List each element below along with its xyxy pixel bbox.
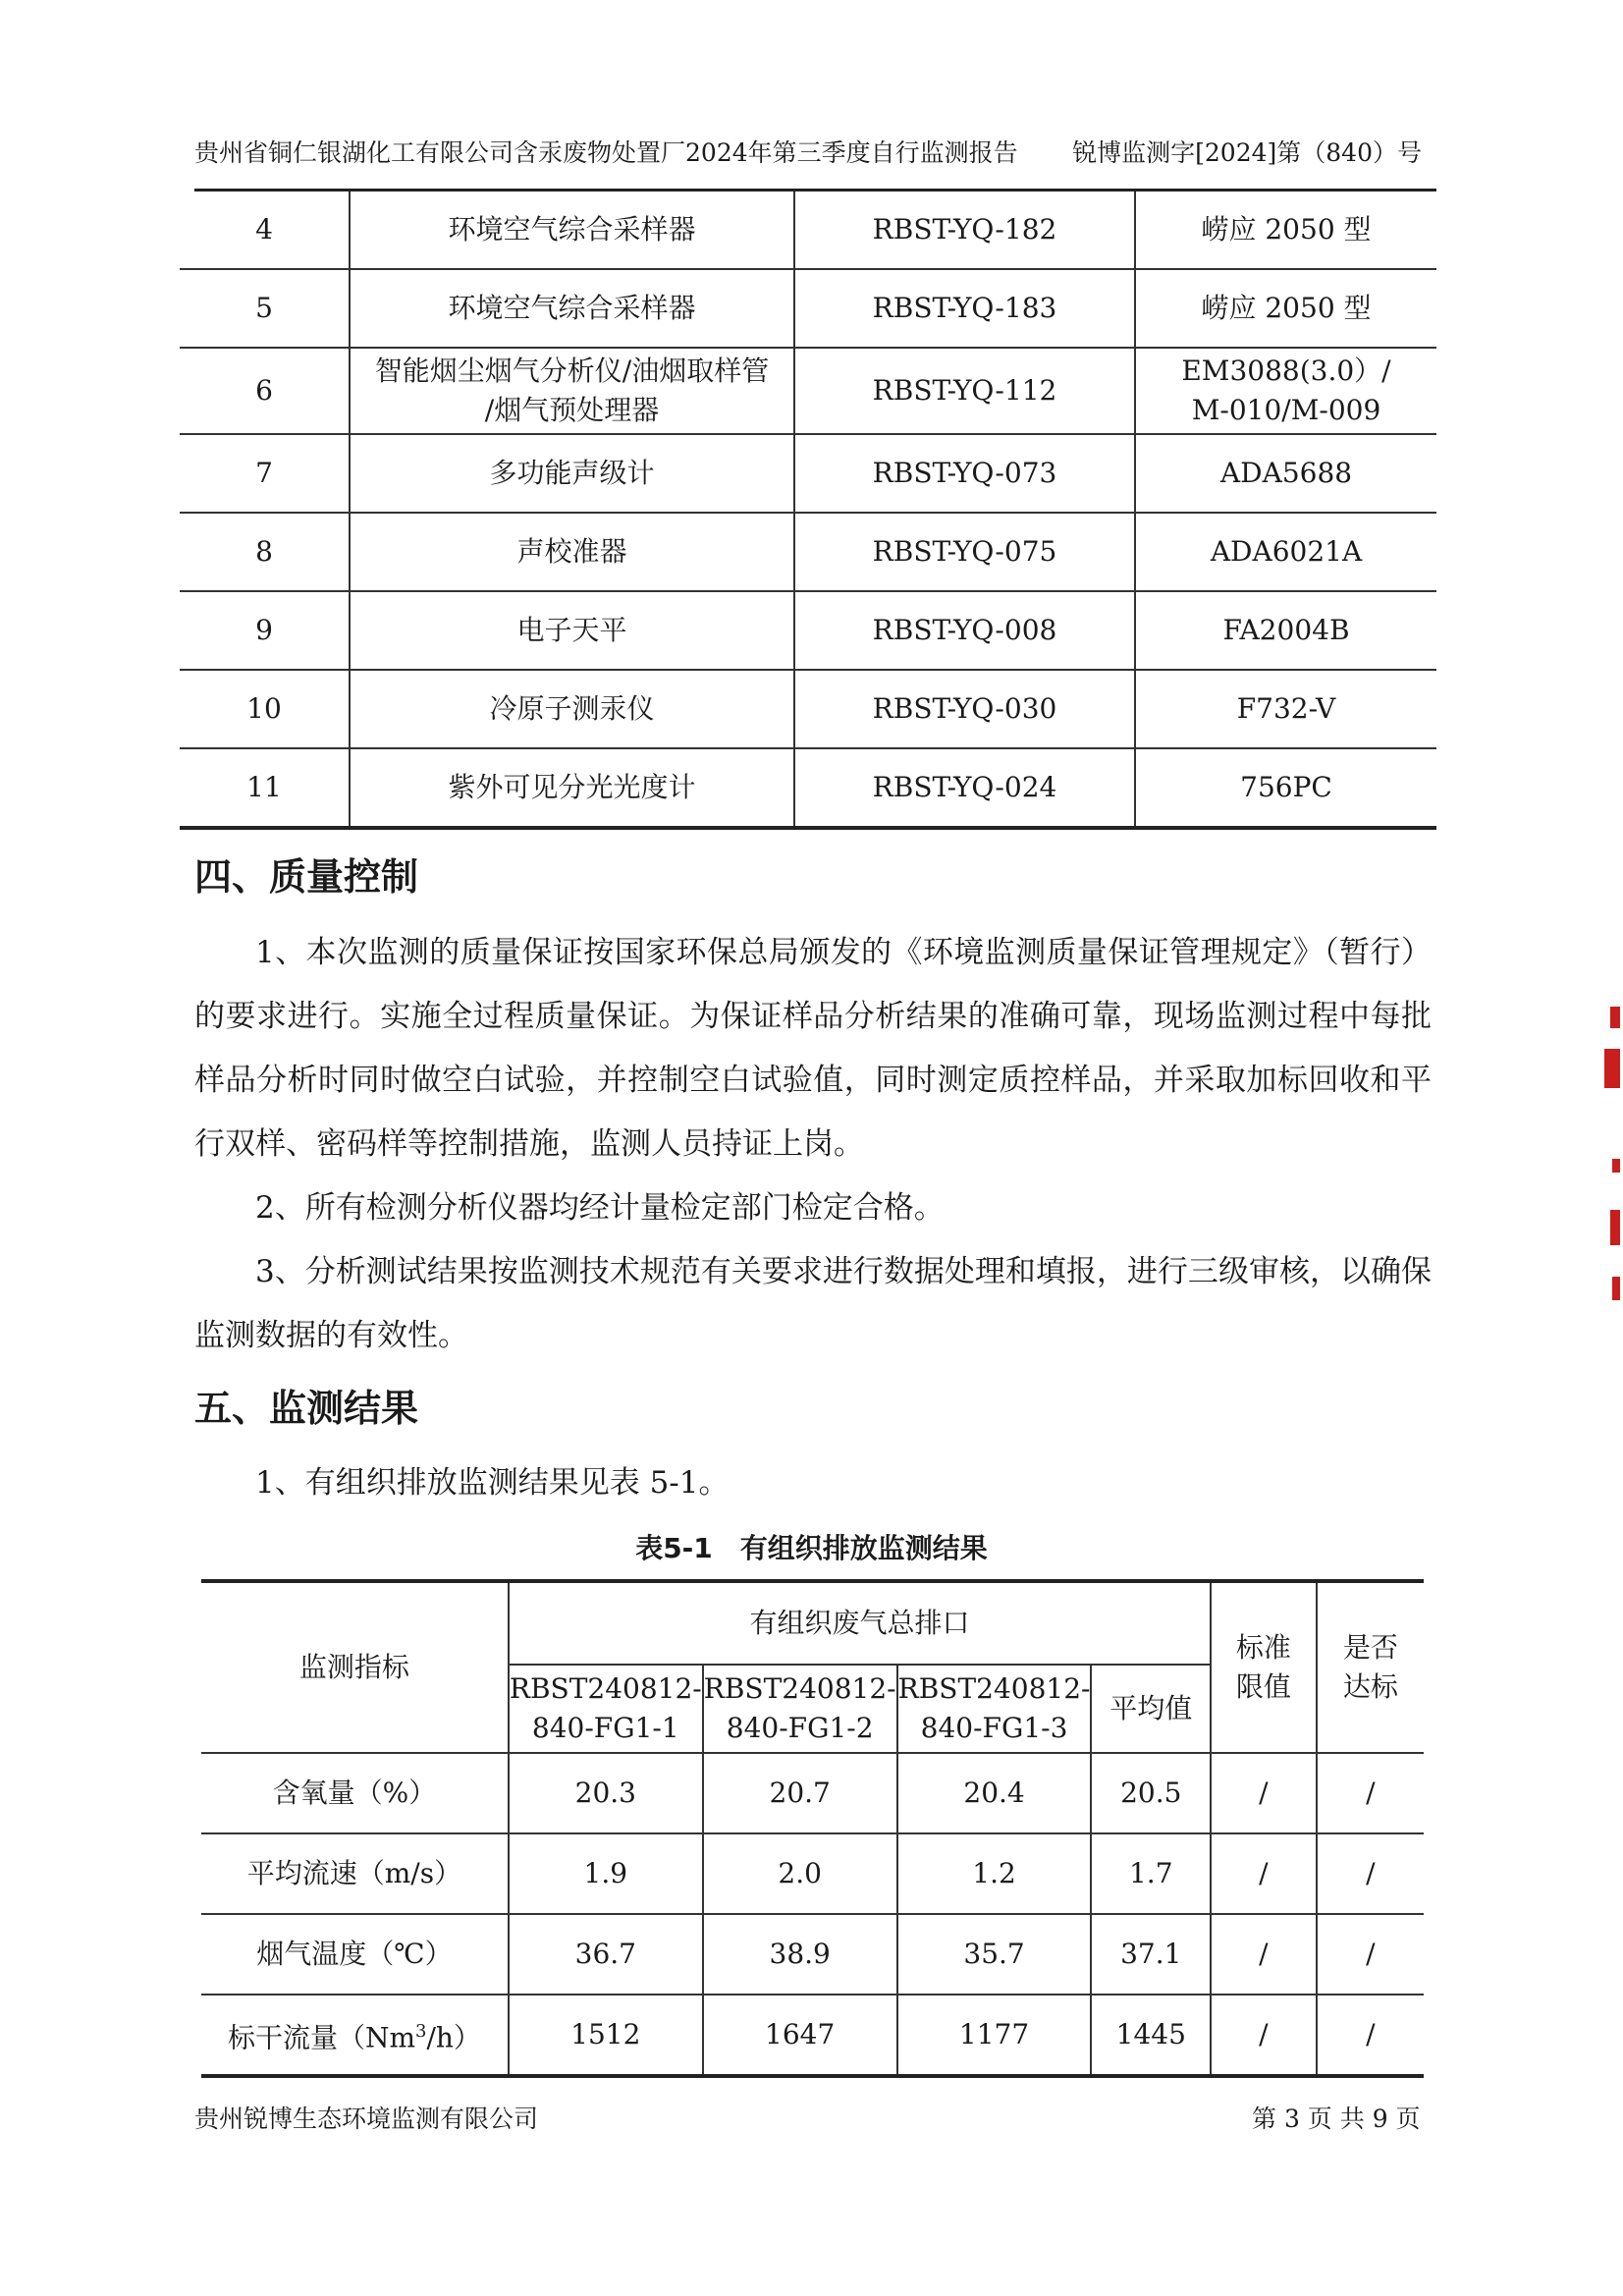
instrument-model: 756PC [1135, 748, 1436, 828]
sample-id-line2: 840-FG1-3 [920, 1712, 1068, 1744]
value-average: 1.7 [1091, 1833, 1211, 1914]
indicator-name: 平均流速（m/s） [201, 1833, 509, 1914]
instrument-code: RBST-YQ-183 [794, 269, 1135, 348]
instrument-model: ADA6021A [1135, 513, 1436, 591]
standard-limit: / [1211, 1914, 1317, 1995]
value-3: 1.2 [897, 1833, 1092, 1914]
stamp-mark [1604, 1049, 1620, 1088]
page-header [194, 128, 1422, 167]
stamp-mark [1612, 1277, 1620, 1300]
instrument-name: 多功能声级计 [350, 434, 794, 513]
header-sample-1 [509, 1665, 703, 1753]
table-row [180, 269, 1436, 348]
footer-company: 贵州锐博生态环境监测有限公司 [194, 2105, 539, 2133]
header-compliant-line2: 达标 [1342, 1670, 1398, 1703]
table-row [201, 1753, 1424, 1833]
table-row [180, 513, 1436, 591]
header-compliant [1317, 1581, 1424, 1753]
value-2: 20.7 [703, 1753, 897, 1833]
table-row [180, 748, 1436, 828]
paragraph: 2、所有检测分析仪器均经计量检定部门检定合格。 [255, 1190, 945, 1226]
header-average: 平均值 [1091, 1665, 1211, 1753]
compliant: / [1317, 1833, 1424, 1914]
instrument-no: 8 [180, 513, 350, 591]
table-caption: 表5-1 有组织排放监测结果 [635, 1532, 988, 1564]
instrument-no: 10 [180, 670, 350, 748]
instrument-name [350, 348, 794, 434]
sample-id-line1: RBST240812- [509, 1672, 702, 1705]
footer-page-number: 第 3 页 共 9 页 [1252, 2105, 1421, 2133]
indicator-name-main: 标干流量（Nm [227, 2021, 415, 2054]
instrument-model-line2: M-010/M-009 [1191, 394, 1381, 426]
stamp-mark [1610, 1210, 1620, 1245]
instrument-model: 崂应 2050 型 [1135, 269, 1436, 348]
value-1: 36.7 [509, 1914, 703, 1995]
instrument-name: 声校准器 [350, 513, 794, 591]
instrument-model: ADA5688 [1135, 434, 1436, 513]
indicator-name: 烟气温度（℃） [201, 1914, 509, 1995]
value-average: 1445 [1091, 1995, 1211, 2076]
sample-id-line1: RBST240812- [897, 1672, 1091, 1705]
value-average: 37.1 [1091, 1914, 1211, 1995]
instrument-code: RBST-YQ-075 [794, 513, 1135, 591]
instrument-no: 9 [180, 591, 350, 670]
table-row [201, 1995, 1424, 2076]
indicator-name-superscript: 3 [415, 2020, 427, 2042]
indicator-name-unit: /h） [426, 2021, 481, 2054]
sample-id-line1: RBST240812- [703, 1672, 896, 1705]
value-average: 20.5 [1091, 1753, 1211, 1833]
standard-limit: / [1211, 1833, 1317, 1914]
indicator-name [201, 1995, 509, 2076]
value-1: 1512 [509, 1995, 703, 2076]
instrument-no: 11 [180, 748, 350, 828]
compliant: / [1317, 1995, 1424, 2076]
instrument-name: 环境空气综合采样器 [350, 191, 794, 269]
instrument-code: RBST-YQ-024 [794, 748, 1135, 828]
table-header-row [201, 1581, 1424, 1665]
paragraph: 3、分析测试结果按监测技术规范有关要求进行数据处理和填报，进行三级审核，以确保监测数据的有效性。 [194, 1254, 1432, 1353]
paragraph: 1、本次监测的质量保证按国家环保总局颁发的《环境监测质量保证管理规定》（暂行）的要求进行。实施全过程质量保证。为保证样品分析结果的准确可靠，现场监测过程中每批样品分析时同时做空白试验，并控制空白试验值，同时测定质控样品，并采取加标回收和平行双样、密码样等控制措施，监测人员持证上岗。 [194, 935, 1432, 1162]
table-row [201, 1914, 1424, 1995]
table-row [180, 191, 1436, 269]
indicator-name: 含氧量（%） [201, 1753, 509, 1833]
header-outlet: 有组织废气总排口 [509, 1581, 1211, 1665]
table-row [180, 591, 1436, 670]
stamp-mark [1610, 1007, 1620, 1028]
instrument-table [180, 191, 1436, 830]
instrument-name-line1: 智能烟尘烟气分析仪/油烟取样管 [374, 355, 770, 387]
instrument-no: 5 [180, 269, 350, 348]
instrument-code: RBST-YQ-030 [794, 670, 1135, 748]
table-row [180, 348, 1436, 434]
instrument-code: RBST-YQ-182 [794, 191, 1135, 269]
instrument-model [1135, 348, 1436, 434]
instrument-name: 紫外可见分光光度计 [350, 748, 794, 828]
header-sample-3 [897, 1665, 1092, 1753]
results-table [201, 1579, 1424, 2078]
instrument-code: RBST-YQ-008 [794, 591, 1135, 670]
instrument-no: 6 [180, 348, 350, 434]
value-3: 20.4 [897, 1753, 1092, 1833]
header-sample-2 [703, 1665, 897, 1753]
instrument-model: FA2004B [1135, 591, 1436, 670]
value-1: 1.9 [509, 1833, 703, 1914]
section-quality-control-title: 四、质量控制 [194, 855, 419, 899]
value-2: 2.0 [703, 1833, 897, 1914]
section-results-title: 五、监测结果 [194, 1387, 419, 1430]
value-2: 1647 [703, 1995, 897, 2076]
report-number: 锐博监测字[2024]第（840）号 [1072, 138, 1422, 167]
header-standard [1211, 1581, 1317, 1753]
header-standard-line2: 限值 [1235, 1670, 1291, 1703]
instrument-name: 冷原子测汞仪 [350, 670, 794, 748]
instrument-code: RBST-YQ-073 [794, 434, 1135, 513]
value-1: 20.3 [509, 1753, 703, 1833]
standard-limit: / [1211, 1753, 1317, 1833]
instrument-no: 7 [180, 434, 350, 513]
paragraph: 1、有组织排放监测结果见表 5-1。 [255, 1465, 730, 1501]
compliant: / [1317, 1753, 1424, 1833]
table-row [180, 670, 1436, 748]
value-2: 38.9 [703, 1914, 897, 1995]
stamp-mark [1612, 1159, 1620, 1173]
sample-id-line2: 840-FG1-2 [726, 1712, 874, 1744]
instrument-model: F732-V [1135, 670, 1436, 748]
compliant: / [1317, 1914, 1424, 1995]
instrument-name: 电子天平 [350, 591, 794, 670]
table-row [201, 1833, 1424, 1914]
header-compliant-line1: 是否 [1342, 1631, 1398, 1664]
report-title: 贵州省铜仁银湖化工有限公司含汞废物处置厂2024年第三季度自行监测报告 [194, 138, 1018, 167]
instrument-code: RBST-YQ-112 [794, 348, 1135, 434]
standard-limit: / [1211, 1995, 1317, 2076]
header-indicator: 监测指标 [201, 1581, 509, 1753]
instrument-no: 4 [255, 213, 273, 246]
header-standard-line1: 标准 [1235, 1631, 1291, 1664]
instrument-model-line1: EM3088(3.0）/ [1181, 355, 1391, 387]
value-3: 35.7 [897, 1914, 1092, 1995]
instrument-name: 环境空气综合采样器 [350, 269, 794, 348]
table-row [180, 434, 1436, 513]
sample-id-line2: 840-FG1-1 [531, 1712, 679, 1744]
instrument-name-line2: /烟气预处理器 [484, 394, 660, 426]
instrument-model: 崂应 2050 型 [1135, 191, 1436, 269]
value-3: 1177 [897, 1995, 1092, 2076]
